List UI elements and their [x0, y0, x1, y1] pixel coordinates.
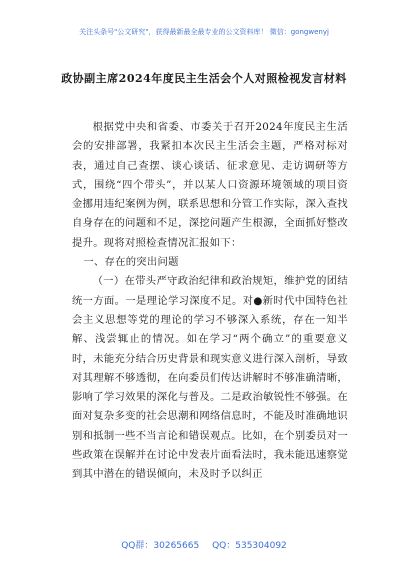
section-heading: 一、存在的突出问题 [83, 256, 179, 269]
section-paragraph: （一）在带头严守政治纪律和政治规矩，维护党的团结统一方面。一是理论学习深度不足。对●新时代中国特色社会主义思想等党的理论的学习不够深入系统，存在一知半解、浅尝辄止的情况。如在学习“两个确立”的重要意义时，未能充分结合历史背景和现实意义进行深入剖析，导致对其理解不够透彻，在向委员们传达讲解时不够准确清晰，影响了学习效果的深化与普及。二是政治敏锐性不够强。在面对复杂多变的社会思潮和网络信息时，不能及时准确地识别和抵制一些不当言论和错误观点。比如，在个别委员对一些政策在误解并在讨论中发表片面看法时，我未能迅速察觉到其中潜在的错误倾向，未及时予以纠正 [72, 275, 348, 481]
footer-contacts [0, 538, 408, 551]
intro-paragraph: 根据党中央和省委、市委关于召开2024年度民主生活会的安排部署，我紧扣本次民主生活会主题，严格对标对表，通过自己查摆、谈心谈话、征求意见、走访调研等方式，围绕“四个带头”，并以某人口资源环境领域的项目资金挪用违纪案例为例，联系思想和分管工作实际，深入查找自身存在的问题和不足，深挖问题产生根源，全面抓好整改提升。现将对照检查情况汇报如下： [72, 121, 348, 249]
footer-qq[interactable]: QQ：535304092 [212, 541, 287, 551]
footer-qq-group[interactable]: QQ群：30265665 [121, 541, 200, 551]
document-body [72, 118, 348, 485]
document-title: 政协副主席2024年度民主生活会个人对照检视发言材料 [61, 72, 347, 85]
header-banner-link[interactable]: 关注头条号"公文研究"，获得最新最全最专业的公文资料库！ 微信：gongwenyj [79, 28, 329, 36]
